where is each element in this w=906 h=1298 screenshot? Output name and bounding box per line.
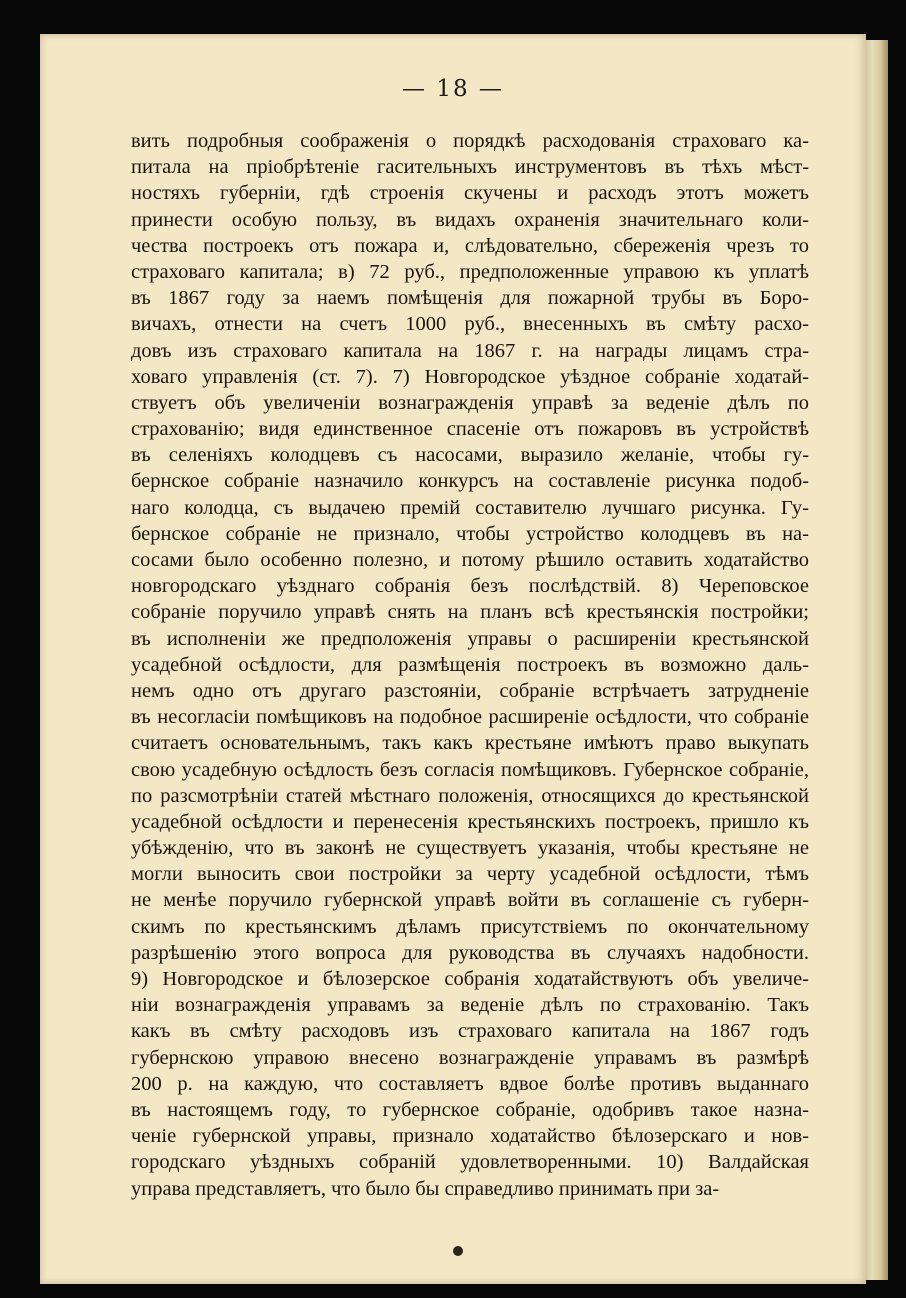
text-line: въ 1867 году за наемъ помѣщенія для пожарной трубы въ Боро- — [131, 287, 809, 310]
page-number: — 18 — — [402, 76, 504, 102]
text-line: въ несогласіи помѣщиковъ на подобное расширеніе осѣдлости, что собраніе — [131, 706, 809, 729]
text-line: губернскою управою внесено вознагражденіе управамъ въ размѣрѣ — [131, 1046, 809, 1069]
text-line: собраніе поручило управѣ снять на планъ всѣ крестьянскія постройки; — [131, 601, 809, 624]
text-line: бернское собраніе не признало, чтобы устройство колодцевъ въ на- — [131, 522, 809, 545]
text-line: немъ одно отъ другаго разстояніи, собраніе встрѣчаетъ затрудненіе — [131, 679, 809, 702]
text-line: новгородскаго уѣзднаго собранія безъ послѣдствій. 8) Череповское — [131, 575, 809, 598]
text-line: убѣжденію, что въ законѣ не существуетъ указанія, чтобы крестьяне не — [131, 837, 809, 860]
text-line: какъ въ смѣту расходовъ изъ страховаго капитала на 1867 годъ — [131, 1020, 809, 1043]
text-line: свою усадебную осѣдлость безъ согласія помѣщиковъ. Губернское собраніе, — [131, 758, 809, 781]
text-line: страховаго капитала; в) 72 руб., предположенные управою къ уплатѣ — [131, 260, 809, 283]
text-line: питала на пріобрѣтеніе гасительныхъ инструментовъ въ тѣхъ мѣст- — [131, 156, 809, 179]
text-line: скимъ по крестьянскимъ дѣламъ присутствіемъ по окончательному — [131, 915, 809, 938]
text-line: вить подробныя соображенія о порядкѣ расходованія страховаго ка- — [131, 130, 809, 152]
text-line: считаетъ основательнымъ, такъ какъ крестьяне имѣютъ право выкупать — [131, 732, 809, 755]
text-line: въ исполненіи же предположенія управы о расширеніи крестьянской — [131, 627, 809, 650]
text-line: разрѣшенію этого вопроса для руководства въ случаяхъ надобности. — [131, 941, 809, 964]
body-text — [131, 128, 809, 1202]
text-line: городскаго уѣздныхъ собраній удовлетворенными. 10) Валдайская — [131, 1151, 809, 1174]
text-line: ченіе губернской управы, признало ходатайство бѣлозерскаго и нов- — [131, 1125, 809, 1148]
text-line: въ настоящемъ году, то губернское собраніе, одобривъ такое назна- — [131, 1098, 809, 1121]
text-line: принести особую пользу, въ видахъ охраненія значительнаго коли- — [131, 208, 809, 231]
text-line: ховаго управленія (ст. 7). 7) Новгородское уѣздное собраніе ходатай- — [131, 365, 809, 388]
text-line: 200 р. на каждую, что составляетъ вдвое болѣе противъ выданнаго — [131, 1072, 809, 1095]
text-line: ніи вознагражденія управамъ за веденіе дѣлъ по страхованію. Такъ — [131, 994, 809, 1017]
text-line: въ селеніяхъ колодцевъ съ насосами, выразило желаніе, чтобы гу- — [131, 444, 809, 467]
text-line: не менѣе поручило губернской управѣ войти въ соглашеніе съ губерн- — [131, 889, 809, 912]
ink-blot — [453, 1246, 463, 1256]
text-line: вичахъ, отнести на счетъ 1000 руб., внесенныхъ въ смѣту расхо- — [131, 313, 809, 336]
text-line: ностяхъ губерніи, гдѣ строенія скучены и расходъ этотъ можетъ — [131, 182, 809, 205]
text-line: ствуетъ объ увеличеніи вознагражденія управѣ за веденіе дѣлъ по — [131, 391, 809, 414]
text-line: сосами было особенно полезно, и потому рѣшило оставить ходатайство — [131, 549, 809, 571]
text-line: наго колодца, съ выдачею премій составителю лучшаго рисунка. Гу- — [131, 496, 809, 519]
text-line: страхованію; видя единственное спасеніе отъ пожаровъ въ устройствѣ — [131, 418, 809, 441]
text-line: усадебной осѣдлости, для размѣщенія построекъ въ возможно даль- — [131, 653, 809, 676]
text-line: по разсмотрѣніи статей мѣстнаго положенія, относящихся до крестьянской — [131, 784, 809, 807]
text-line: могли выносить свои постройки за черту усадебной осѣдлости, тѣмъ — [131, 863, 809, 886]
text-line: довъ изъ страховаго капитала на 1867 г. на награды лицамъ стра- — [131, 339, 809, 362]
text-line: бернское собраніе назначило конкурсъ на составленіе рисунка подоб- — [131, 470, 809, 493]
text-line: 9) Новгородское и бѣлозерское собранія ходатайствуютъ объ увеличе- — [131, 968, 809, 990]
text-line: чества построекъ отъ пожара и, слѣдовательно, сбереженія чрезъ то — [131, 234, 809, 257]
text-line: усадебной осѣдлости и перенесенія крестьянскихъ построекъ, пришло къ — [131, 810, 809, 833]
text-line: управа представляетъ, что было бы справедливо принимать при за- — [131, 1177, 720, 1200]
